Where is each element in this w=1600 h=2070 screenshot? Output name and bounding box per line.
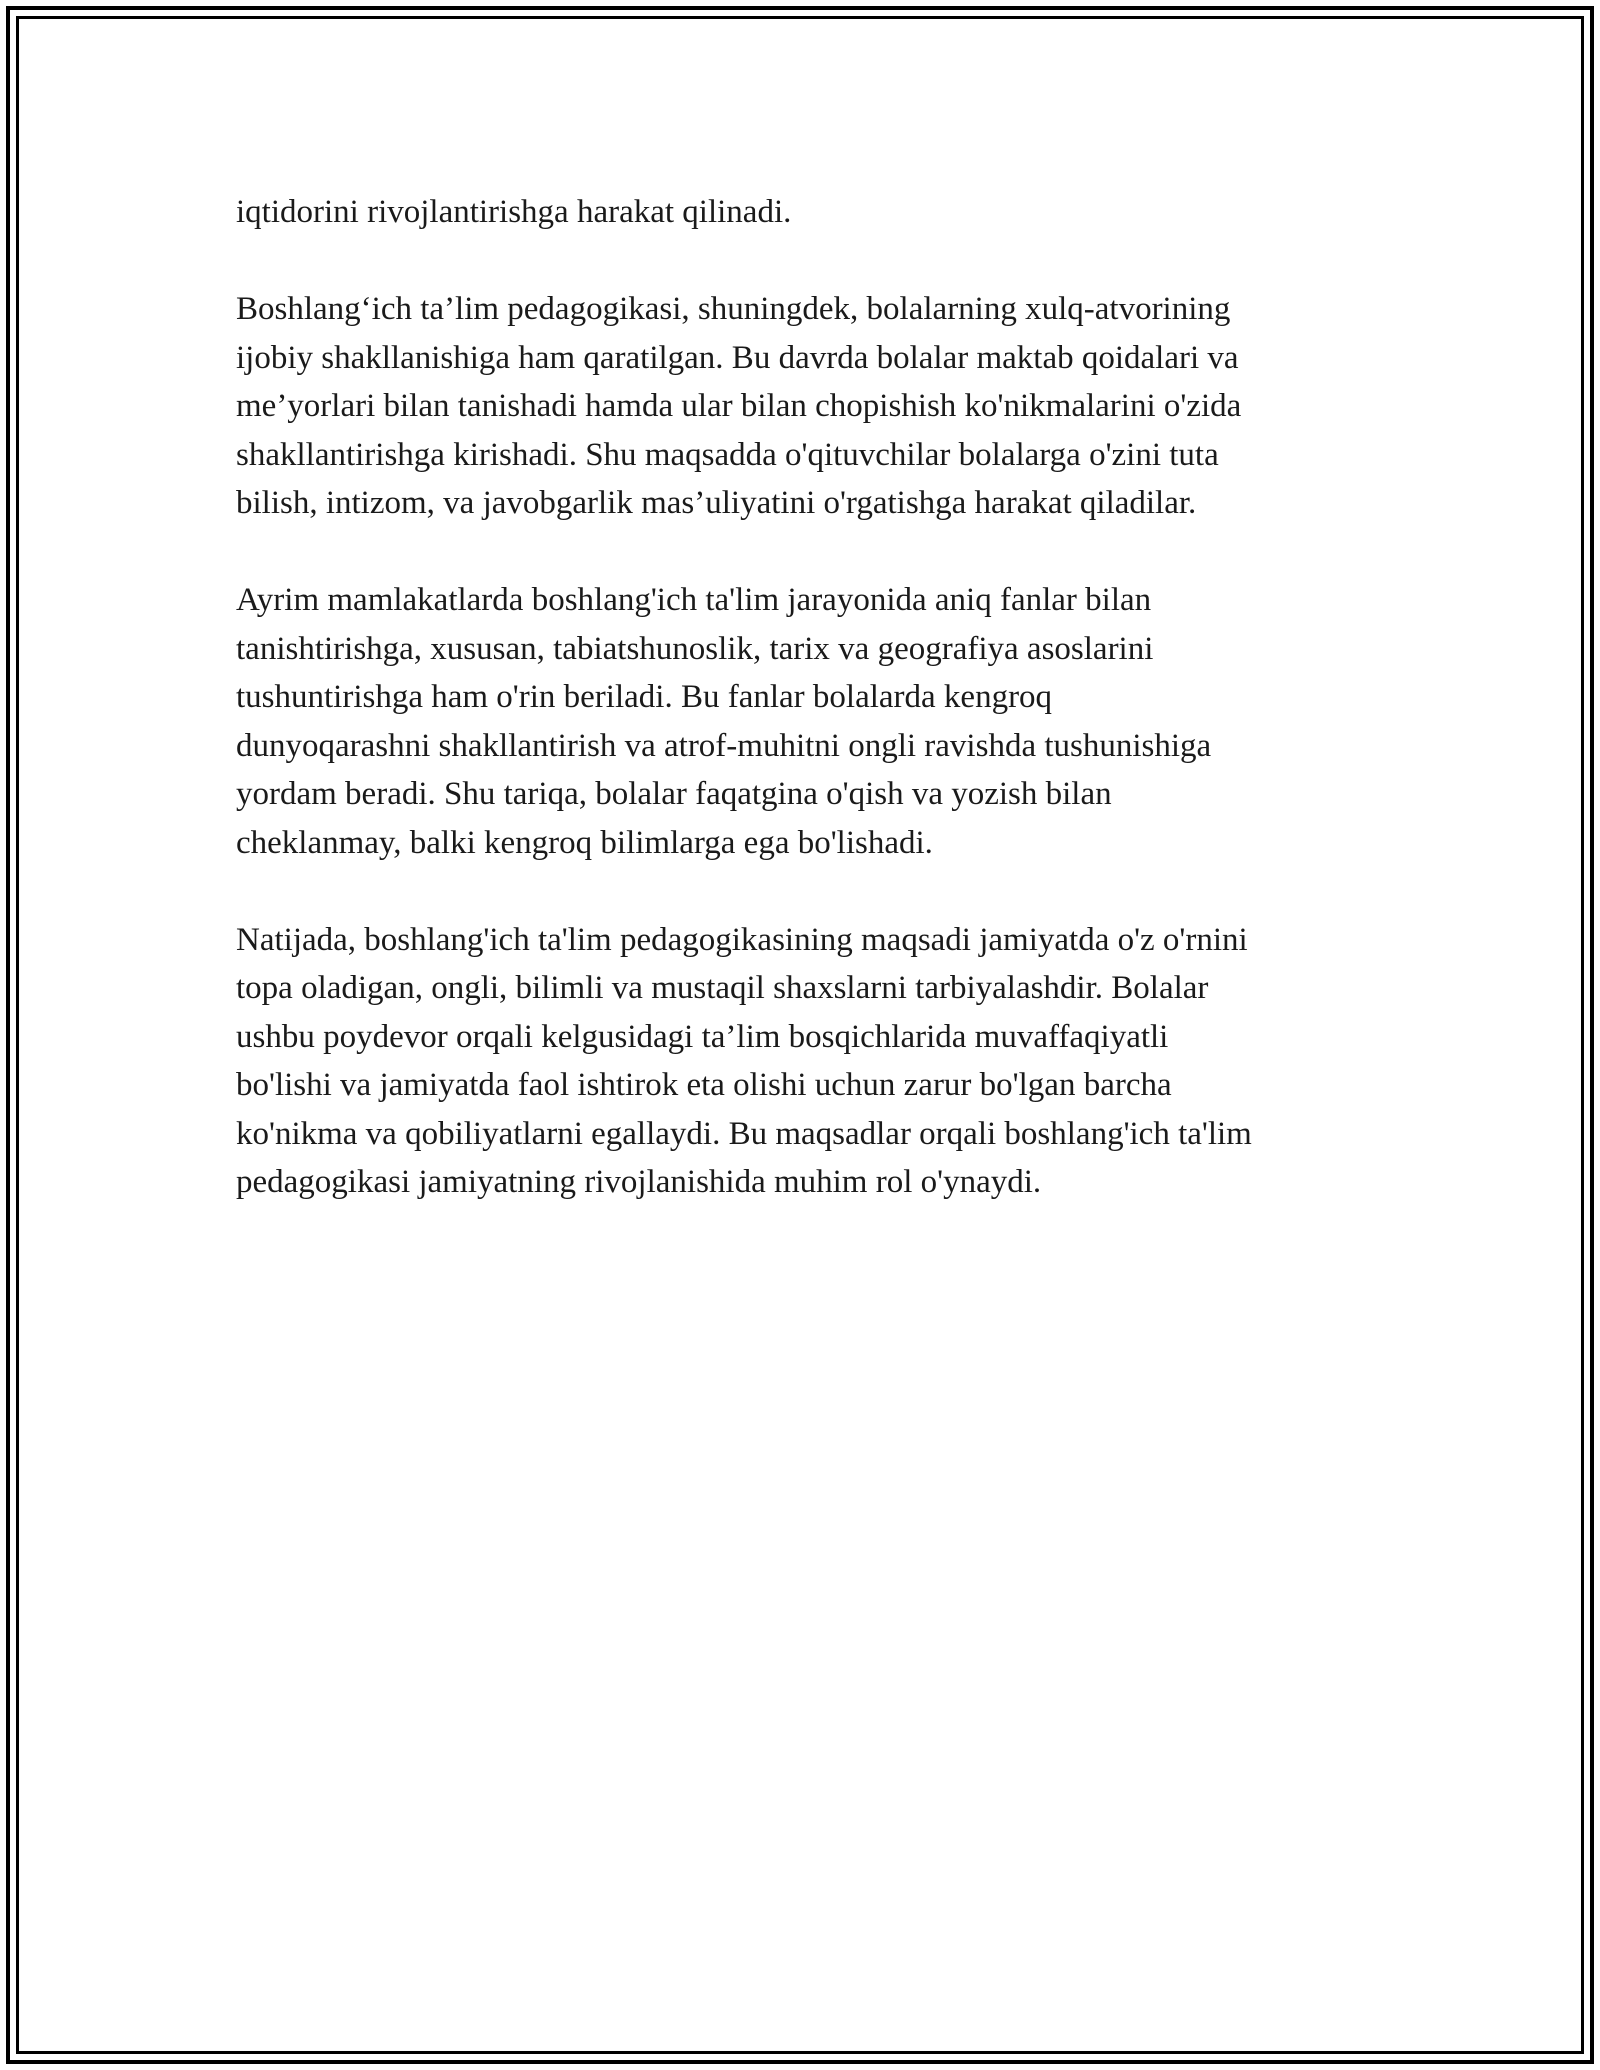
text-line: Natijada, boshlang'ich ta'lim pedagogikasining maqsadi jamiyatda o'z o'rnini — [236, 921, 1248, 958]
paragraph-1 — [236, 188, 1386, 237]
paragraph-2 — [236, 285, 1386, 528]
text-line: topa oladigan, ongli, bilimli va mustaqil shaxslarni tarbiyalashdir. Bolalar — [236, 970, 1209, 1006]
text-line: bo'lishi va jamiyatda faol ishtirok eta olishi uchun zarur bo'lgan barcha — [236, 1067, 1172, 1103]
document-body — [236, 188, 1386, 1255]
text-line: pedagogikasi jamiyatning rivojlanishida muhim rol o'ynaydi. — [236, 1164, 1042, 1200]
text-line: Boshlang‘ich ta’lim pedagogikasi, shuningdek, bolalarning xulq-atvorining — [236, 291, 1231, 327]
paragraph-4 — [236, 916, 1386, 1207]
text-line: ijobiy shakllanishiga ham qaratilgan. Bu davrda bolalar maktab qoidalari va — [236, 339, 1239, 376]
text-line: bilish, intizom, va javobgarlik mas’uliyatini o'rgatishga harakat qiladilar. — [236, 485, 1197, 521]
text-line: shakllantirishga kirishadi. Shu maqsadda o'qituvchilar bolalarga o'zini tuta — [236, 436, 1219, 473]
text-line: iqtidorini rivojlantirishga harakat qilinadi. — [236, 194, 792, 230]
text-line: Ayrim mamlakatlarda boshlang'ich ta'lim jarayonida aniq fanlar bilan — [236, 582, 1152, 618]
text-line: dunyoqarashni shakllantirish va atrof-muhitni ongli ravishda tushunishiga — [236, 727, 1212, 764]
text-line: ko'nikma va qobiliyatlarni egallaydi. Bu maqsadlar orqali boshlang'ich ta'lim — [236, 1115, 1252, 1152]
text-line: cheklanmay, balki kengroq bilimlarga ega bo'lishadi. — [236, 824, 933, 861]
text-line: me’yorlari bilan tanishadi hamda ular bilan chopishish ko'nikmalarini o'zida — [236, 388, 1242, 424]
text-line: ushbu poydevor orqali kelgusidagi ta’lim bosqichlarida muvaffaqiyatli — [236, 1018, 1169, 1055]
text-line: yordam beradi. Shu tariqa, bolalar faqatgina o'qish va yozish bilan — [236, 776, 1112, 812]
paragraph-3 — [236, 576, 1386, 867]
text-line: tanishtirishga, xususan, tabiatshunoslik, tarix va geografiya asoslarini — [236, 630, 1154, 667]
text-line: tushuntirishga ham o'rin beriladi. Bu fanlar bolalarda kengroq — [236, 679, 1053, 715]
